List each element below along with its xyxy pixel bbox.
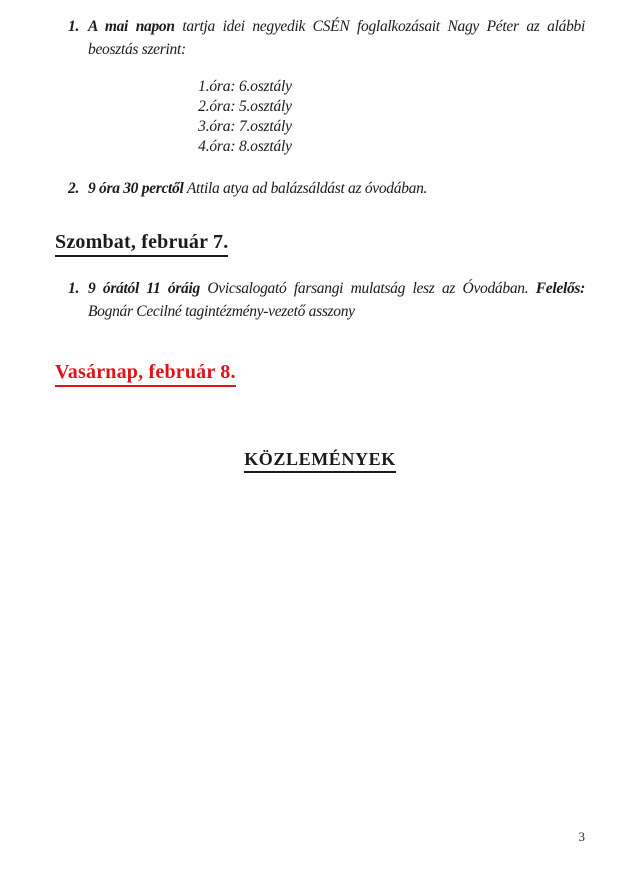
list-item-number: 1.: [68, 18, 80, 35]
schedule-line-4: 4.óra: 8.osztály: [198, 138, 292, 155]
today-list-item-2: [55, 177, 585, 200]
sunday-heading: [55, 360, 640, 387]
list-item-text: Attila atya ad balázsáldást az óvodában.: [186, 180, 428, 197]
sunday-heading-text: Vasárnap, február 8.: [55, 360, 236, 387]
list-item-bold-lead: 9 órától 11 óráig: [88, 280, 200, 297]
list-item-number: 2.: [68, 180, 80, 197]
saturday-heading-text: Szombat, február 7.: [55, 230, 228, 257]
page-number: 3: [578, 829, 585, 844]
saturday-list-item-1: [55, 277, 585, 323]
list-item-bold-lead: A mai napon: [88, 18, 175, 35]
announcements-heading-text: KÖZLEMÉNYEK: [244, 448, 396, 473]
schedule-line-3: 3.óra: 7.osztály: [198, 118, 292, 135]
lesson-schedule: [55, 77, 435, 157]
today-list-item-1: [55, 15, 585, 61]
schedule-line-1: 1.óra: 6.osztály: [198, 78, 292, 95]
list-item-text: tartja idei negyedik CSÉN foglalkozásait Nagy Péter az alábbi beosztás szerint:: [88, 18, 585, 58]
list-item-text: Ovicsalogató farsangi mulatság lesz az Óvodában.: [207, 280, 529, 297]
list-item-text-after: Bognár Cecilné tagintézmény-vezető asszony: [88, 303, 355, 320]
saturday-heading: [55, 230, 640, 257]
list-item-number: 1.: [68, 280, 80, 297]
list-item-bold-lead: 9 óra 30 perctől: [88, 180, 184, 197]
announcements-heading: [0, 448, 640, 473]
list-item-bold-mid: Felelős:: [535, 280, 586, 297]
schedule-line-2: 2.óra: 5.osztály: [198, 98, 292, 115]
